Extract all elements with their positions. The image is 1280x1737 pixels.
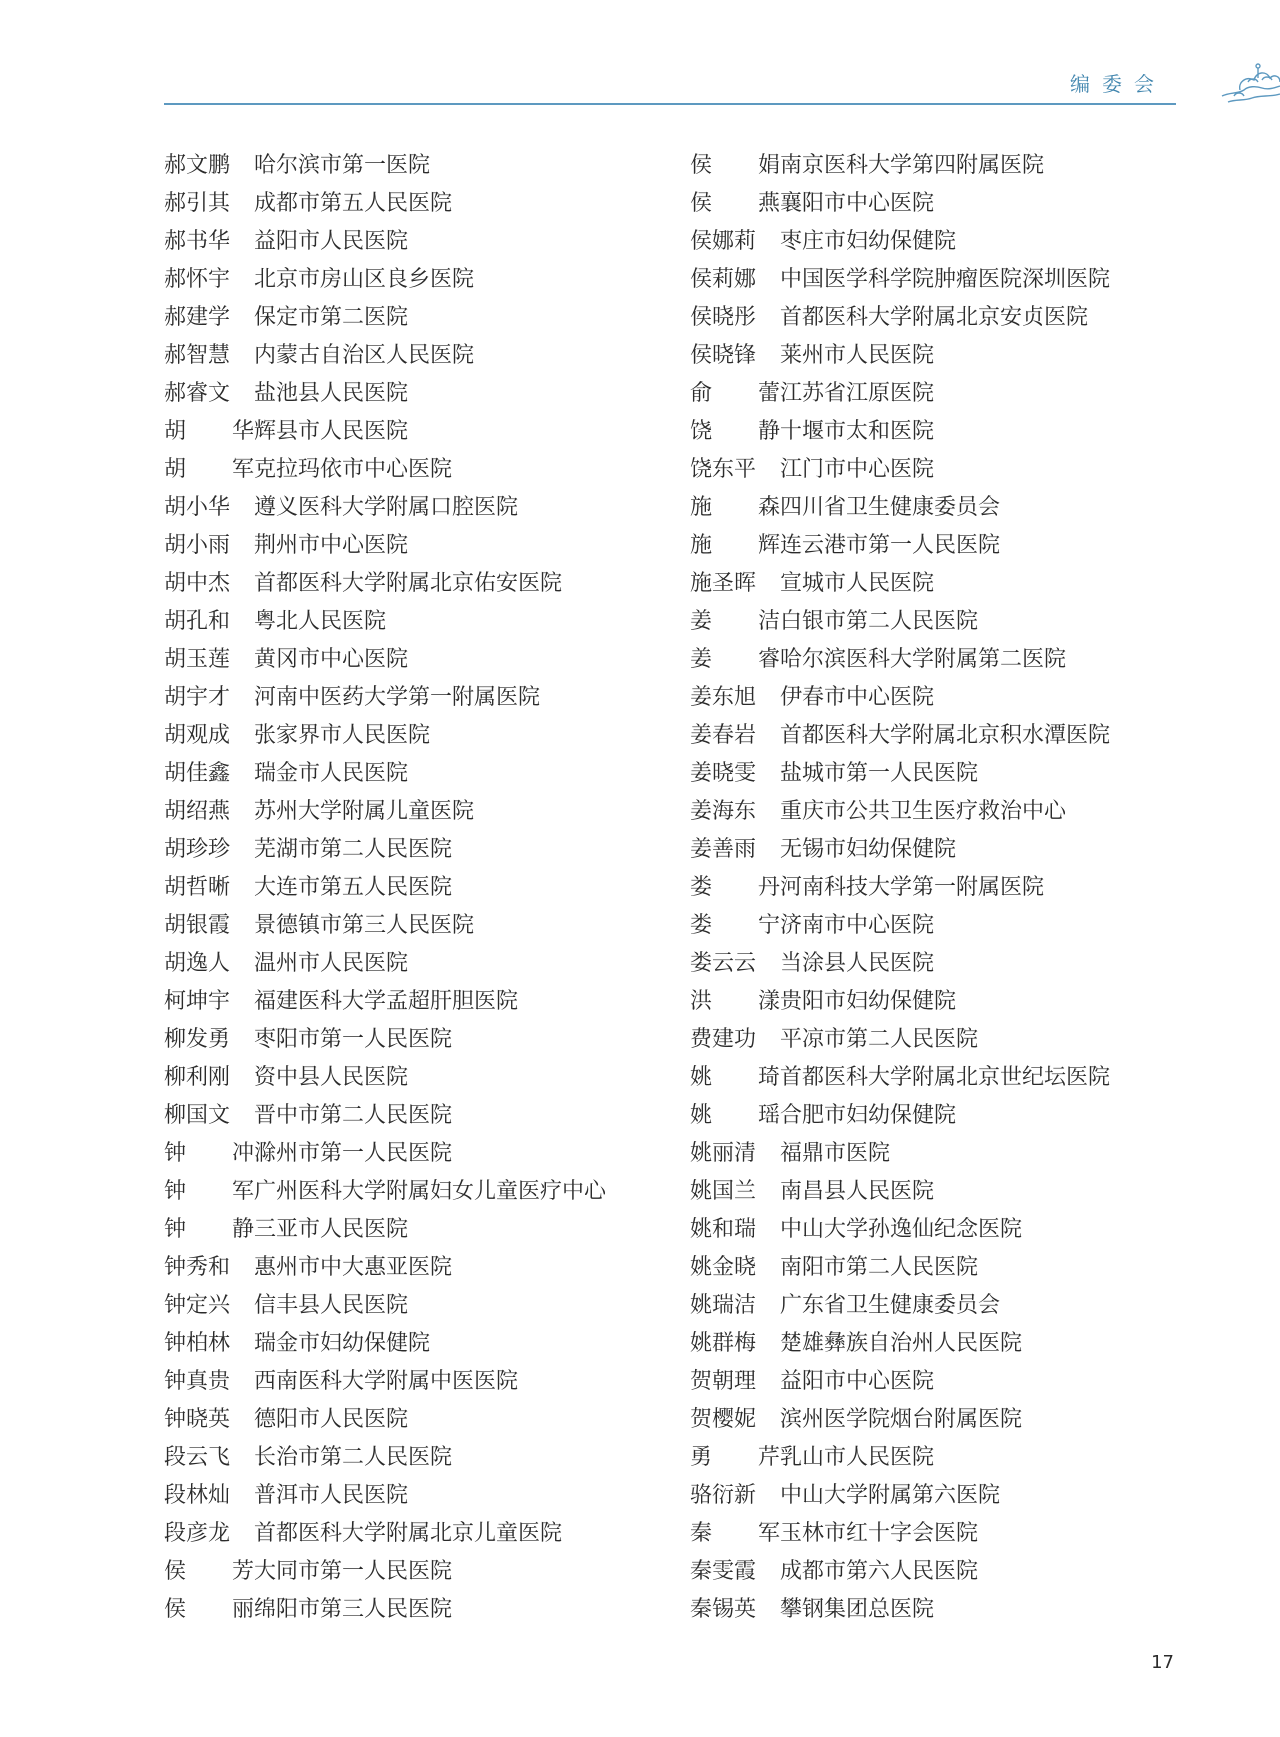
member-name: 饶东平	[690, 456, 757, 482]
member-name: 柳发勇	[164, 1026, 231, 1052]
list-item	[690, 220, 1190, 258]
member-name: 姚群梅	[690, 1330, 757, 1356]
list-item	[164, 1170, 664, 1208]
list-item	[690, 372, 1190, 410]
member-name: 胡银霞	[164, 912, 231, 938]
member-organization: 盐池县人民医院	[254, 380, 409, 406]
member-name: 姚金晓	[690, 1254, 757, 1280]
member-name: 郝书华	[164, 228, 231, 254]
member-name: 姜 洁	[690, 608, 780, 634]
list-item	[690, 1550, 1190, 1588]
list-item	[690, 448, 1190, 486]
list-item	[690, 828, 1190, 866]
member-name: 侯 芳	[164, 1558, 254, 1584]
member-organization: 江门市中心医院	[780, 456, 935, 482]
member-name: 施 辉	[690, 532, 780, 558]
member-name: 姚 瑶	[690, 1102, 780, 1128]
list-item	[164, 1246, 664, 1284]
member-name: 侯 娟	[690, 152, 780, 178]
list-item	[164, 980, 664, 1018]
member-name: 胡小雨	[164, 532, 231, 558]
member-name: 侯 燕	[690, 190, 780, 216]
member-organization: 哈尔滨市第一医院	[254, 152, 431, 178]
member-name: 柯坤宇	[164, 988, 231, 1014]
member-organization: 盐城市第一人民医院	[780, 760, 979, 786]
list-item	[690, 1170, 1190, 1208]
list-item	[690, 1246, 1190, 1284]
list-item	[164, 1018, 664, 1056]
member-name: 娄 丹	[690, 874, 780, 900]
member-name: 钟 冲	[164, 1140, 254, 1166]
member-organization: 滁州市第一人民医院	[254, 1140, 453, 1166]
member-organization: 粤北人民医院	[254, 608, 387, 634]
member-name: 侯晓彤	[690, 304, 757, 330]
member-organization: 大同市第一人民医院	[254, 1558, 453, 1584]
member-name: 贺朝理	[690, 1368, 757, 1394]
member-name: 胡 华	[164, 418, 254, 444]
list-item	[164, 1398, 664, 1436]
member-organization: 枣庄市妇幼保健院	[780, 228, 957, 254]
member-organization: 成都市第五人民医院	[254, 190, 453, 216]
member-name: 姜海东	[690, 798, 757, 824]
member-organization: 贵阳市妇幼保健院	[780, 988, 957, 1014]
member-name: 胡珍珍	[164, 836, 231, 862]
member-name: 姚国兰	[690, 1178, 757, 1204]
left-column	[164, 144, 664, 1626]
list-item	[690, 904, 1190, 942]
list-item	[690, 296, 1190, 334]
list-item	[690, 638, 1190, 676]
member-organization: 内蒙古自治区人民医院	[254, 342, 475, 368]
list-item	[164, 600, 664, 638]
list-item	[690, 1284, 1190, 1322]
member-organization: 十堰市太和医院	[780, 418, 935, 444]
member-organization: 当涂县人民医院	[780, 950, 935, 976]
member-name: 郝建学	[164, 304, 231, 330]
list-item	[164, 942, 664, 980]
list-item	[690, 1436, 1190, 1474]
member-organization: 北京市房山区良乡医院	[254, 266, 475, 292]
member-organization: 首都医科大学附属北京佑安医院	[254, 570, 563, 596]
header-rule	[164, 103, 1176, 105]
list-item	[164, 638, 664, 676]
member-name: 段云飞	[164, 1444, 231, 1470]
member-organization: 黄冈市中心医院	[254, 646, 409, 672]
list-item	[164, 296, 664, 334]
list-item	[690, 562, 1190, 600]
member-organization: 中山大学孙逸仙纪念医院	[780, 1216, 1023, 1242]
member-organization: 合肥市妇幼保健院	[780, 1102, 957, 1128]
member-organization: 益阳市人民医院	[254, 228, 409, 254]
list-item	[164, 1512, 664, 1550]
list-item	[164, 1474, 664, 1512]
member-name: 侯晓锋	[690, 342, 757, 368]
member-organization: 济南市中心医院	[780, 912, 935, 938]
list-item	[164, 752, 664, 790]
member-name: 柳国文	[164, 1102, 231, 1128]
member-organization: 普洱市人民医院	[254, 1482, 409, 1508]
member-name: 胡佳鑫	[164, 760, 231, 786]
member-name: 胡哲晰	[164, 874, 231, 900]
member-organization: 遵义医科大学附属口腔医院	[254, 494, 519, 520]
list-item	[690, 1056, 1190, 1094]
member-name: 郝睿文	[164, 380, 231, 406]
member-name: 贺樱妮	[690, 1406, 757, 1432]
header-title: 编委会	[1070, 72, 1166, 96]
member-organization: 重庆市公共卫生医疗救治中心	[780, 798, 1067, 824]
member-organization: 河南中医药大学第一附属医院	[254, 684, 541, 710]
list-item	[690, 182, 1190, 220]
list-item	[690, 144, 1190, 182]
member-organization: 南阳市第二人民医院	[780, 1254, 979, 1280]
member-organization: 芜湖市第二人民医院	[254, 836, 453, 862]
member-organization: 成都市第六人民医院	[780, 1558, 979, 1584]
member-name: 胡逸人	[164, 950, 231, 976]
member-organization: 三亚市人民医院	[254, 1216, 409, 1242]
member-name: 郝智慧	[164, 342, 231, 368]
member-name: 勇 芹	[690, 1444, 780, 1470]
list-item	[164, 144, 664, 182]
member-organization: 益阳市中心医院	[780, 1368, 935, 1394]
list-item	[690, 1588, 1190, 1626]
list-item	[164, 866, 664, 904]
member-organization: 保定市第二医院	[254, 304, 409, 330]
member-name: 侯 丽	[164, 1596, 254, 1622]
list-item	[690, 866, 1190, 904]
member-organization: 南京医科大学第四附属医院	[780, 152, 1045, 178]
list-item	[690, 486, 1190, 524]
member-organization: 景德镇市第三人民医院	[254, 912, 475, 938]
list-item	[164, 1436, 664, 1474]
member-name: 郝文鹏	[164, 152, 231, 178]
member-organization: 瑞金市人民医院	[254, 760, 409, 786]
list-item	[164, 524, 664, 562]
member-organization: 辉县市人民医院	[254, 418, 409, 444]
list-item	[164, 1360, 664, 1398]
member-name: 胡观成	[164, 722, 231, 748]
member-organization: 连云港市第一人民医院	[780, 532, 1001, 558]
member-organization: 宣城市人民医院	[780, 570, 935, 596]
member-organization: 首都医科大学附属北京安贞医院	[780, 304, 1089, 330]
member-name: 骆衍新	[690, 1482, 757, 1508]
member-organization: 大连市第五人民医院	[254, 874, 453, 900]
member-organization: 瑞金市妇幼保健院	[254, 1330, 431, 1356]
member-organization: 福建医科大学孟超肝胆医院	[254, 988, 519, 1014]
member-organization: 惠州市中大惠亚医院	[254, 1254, 453, 1280]
list-item	[690, 752, 1190, 790]
member-name: 俞 蕾	[690, 380, 780, 406]
list-item	[164, 904, 664, 942]
member-name: 姚瑞洁	[690, 1292, 757, 1318]
member-name: 胡 军	[164, 456, 254, 482]
member-name: 施 森	[690, 494, 780, 520]
member-name: 段彦龙	[164, 1520, 231, 1546]
member-organization: 荆州市中心医院	[254, 532, 409, 558]
list-item	[690, 1018, 1190, 1056]
member-name: 施圣晖	[690, 570, 757, 596]
list-item	[690, 410, 1190, 448]
list-item	[164, 1550, 664, 1588]
member-organization: 平凉市第二人民医院	[780, 1026, 979, 1052]
member-name: 胡绍燕	[164, 798, 231, 824]
list-item	[164, 372, 664, 410]
member-organization: 伊春市中心医院	[780, 684, 935, 710]
member-organization: 攀钢集团总医院	[780, 1596, 935, 1622]
member-name: 姚 琦	[690, 1064, 780, 1090]
list-item	[690, 1360, 1190, 1398]
list-item	[164, 334, 664, 372]
member-organization: 襄阳市中心医院	[780, 190, 935, 216]
list-item	[690, 942, 1190, 980]
list-item	[690, 600, 1190, 638]
list-item	[164, 562, 664, 600]
list-item	[690, 524, 1190, 562]
list-item	[164, 1132, 664, 1170]
list-item	[690, 1132, 1190, 1170]
member-name: 洪 漾	[690, 988, 780, 1014]
member-organization: 绵阳市第三人民医院	[254, 1596, 453, 1622]
member-organization: 首都医科大学附属北京积水潭医院	[780, 722, 1111, 748]
member-organization: 资中县人民医院	[254, 1064, 409, 1090]
member-organization: 德阳市人民医院	[254, 1406, 409, 1432]
list-item	[164, 448, 664, 486]
member-name: 姜 睿	[690, 646, 780, 672]
member-name: 钟真贵	[164, 1368, 231, 1394]
member-organization: 白银市第二人民医院	[780, 608, 979, 634]
list-item	[690, 1322, 1190, 1360]
member-name: 钟 军	[164, 1178, 254, 1204]
member-name: 郝怀宇	[164, 266, 231, 292]
member-name: 郝引其	[164, 190, 231, 216]
member-name: 姜春岩	[690, 722, 757, 748]
member-name: 钟晓英	[164, 1406, 231, 1432]
page-number: 17	[1151, 1652, 1174, 1673]
member-name: 娄云云	[690, 950, 757, 976]
member-name: 姜晓雯	[690, 760, 757, 786]
member-organization: 苏州大学附属儿童医院	[254, 798, 475, 824]
member-organization: 张家界市人民医院	[254, 722, 431, 748]
member-organization: 信丰县人民医院	[254, 1292, 409, 1318]
member-name: 钟柏林	[164, 1330, 231, 1356]
list-item	[690, 1208, 1190, 1246]
list-item	[164, 1208, 664, 1246]
member-organization: 滨州医学院烟台附属医院	[780, 1406, 1023, 1432]
member-name: 侯莉娜	[690, 266, 757, 292]
member-organization: 枣阳市第一人民医院	[254, 1026, 453, 1052]
list-item	[690, 334, 1190, 372]
list-item	[164, 182, 664, 220]
list-item	[164, 410, 664, 448]
list-item	[690, 980, 1190, 1018]
member-name: 段林灿	[164, 1482, 231, 1508]
member-organization: 广州医科大学附属妇女儿童医疗中心	[254, 1178, 607, 1204]
list-item	[164, 676, 664, 714]
member-organization: 西南医科大学附属中医医院	[254, 1368, 519, 1394]
list-item	[690, 258, 1190, 296]
member-organization: 楚雄彝族自治州人民医院	[780, 1330, 1023, 1356]
member-name: 钟秀和	[164, 1254, 231, 1280]
list-item	[164, 1094, 664, 1132]
member-name: 秦锡英	[690, 1596, 757, 1622]
member-organization: 四川省卫生健康委员会	[780, 494, 1001, 520]
list-item	[164, 1588, 664, 1626]
member-organization: 温州市人民医院	[254, 950, 409, 976]
member-organization: 乳山市人民医院	[780, 1444, 935, 1470]
member-name: 侯娜莉	[690, 228, 757, 254]
list-item	[690, 790, 1190, 828]
list-item	[164, 258, 664, 296]
cloud-ornament-icon	[1218, 52, 1280, 108]
list-item	[164, 220, 664, 258]
member-organization: 克拉玛依市中心医院	[254, 456, 453, 482]
member-name: 秦 军	[690, 1520, 780, 1546]
member-name: 钟 静	[164, 1216, 254, 1242]
list-item	[164, 790, 664, 828]
member-name: 姜善雨	[690, 836, 757, 862]
member-name: 胡玉莲	[164, 646, 231, 672]
member-name: 费建功	[690, 1026, 757, 1052]
member-organization: 首都医科大学附属北京儿童医院	[254, 1520, 563, 1546]
member-organization: 广东省卫生健康委员会	[780, 1292, 1001, 1318]
list-item	[164, 486, 664, 524]
member-organization: 无锡市妇幼保健院	[780, 836, 957, 862]
member-organization: 福鼎市医院	[780, 1140, 891, 1166]
member-organization: 中国医学科学院肿瘤医院深圳医院	[780, 266, 1111, 292]
list-item	[164, 1284, 664, 1322]
member-organization: 首都医科大学附属北京世纪坛医院	[780, 1064, 1111, 1090]
member-organization: 河南科技大学第一附属医院	[780, 874, 1045, 900]
member-organization: 南昌县人民医院	[780, 1178, 935, 1204]
member-name: 娄 宁	[690, 912, 780, 938]
list-item	[164, 828, 664, 866]
member-name: 姚丽清	[690, 1140, 757, 1166]
list-item	[690, 1512, 1190, 1550]
member-organization: 哈尔滨医科大学附属第二医院	[780, 646, 1067, 672]
member-organization: 长治市第二人民医院	[254, 1444, 453, 1470]
list-item	[690, 1398, 1190, 1436]
member-name: 饶 静	[690, 418, 780, 444]
member-name: 秦雯霞	[690, 1558, 757, 1584]
member-organization: 晋中市第二人民医院	[254, 1102, 453, 1128]
member-organization: 玉林市红十字会医院	[780, 1520, 979, 1546]
member-name: 胡中杰	[164, 570, 231, 596]
member-name: 姜东旭	[690, 684, 757, 710]
list-item	[164, 1322, 664, 1360]
member-name: 钟定兴	[164, 1292, 231, 1318]
member-name: 胡孔和	[164, 608, 231, 634]
list-item	[690, 714, 1190, 752]
member-name: 柳利刚	[164, 1064, 231, 1090]
list-item	[164, 1056, 664, 1094]
member-organization: 江苏省江原医院	[780, 380, 935, 406]
right-column	[690, 144, 1190, 1626]
member-organization: 莱州市人民医院	[780, 342, 935, 368]
list-item	[690, 1094, 1190, 1132]
member-organization: 中山大学附属第六医院	[780, 1482, 1001, 1508]
member-name: 姚和瑞	[690, 1216, 757, 1242]
list-item	[164, 714, 664, 752]
member-name: 胡宇才	[164, 684, 231, 710]
list-item	[690, 1474, 1190, 1512]
list-item	[690, 676, 1190, 714]
member-name: 胡小华	[164, 494, 231, 520]
